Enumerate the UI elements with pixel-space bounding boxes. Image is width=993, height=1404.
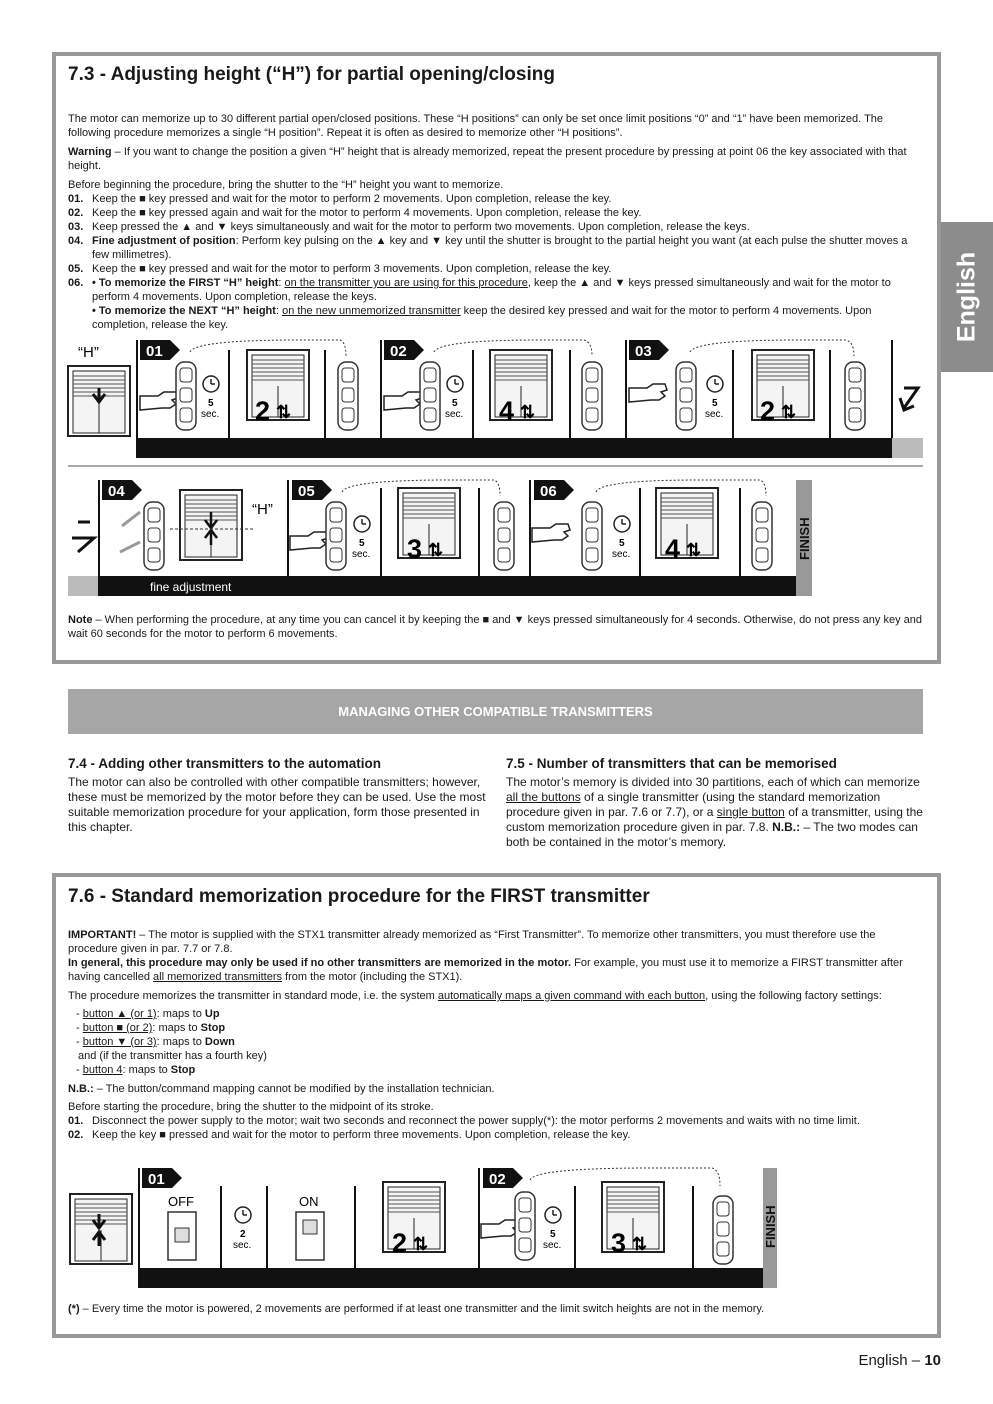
underline-part: single button	[716, 805, 785, 819]
up-down-icon: ⇅	[413, 1234, 429, 1254]
sec-unit: sec.	[201, 409, 220, 420]
first-h-rest: , keep the ▲ and ▼ keys pressed simultaneously and wait for the motor to perform 4 movements. Upon completion, release the keys.	[92, 277, 891, 303]
fourth-key-note: and (if the transmitter has a fourth key)	[78, 1050, 267, 1062]
step-number: 03.	[68, 221, 84, 233]
step-number: 05.	[68, 263, 84, 275]
s76-step-list	[68, 1114, 924, 1142]
text-part: of a transmitter, using the custom memorization procedure given in par. 7.8.	[506, 805, 923, 834]
finish-label: FINISH	[763, 1205, 778, 1248]
footnote-body: – Every time the motor is powered, 2 movements are performed if at least one transmitter and the limit switch heights are not in the memory.	[79, 1303, 765, 1315]
mapping-command: Down	[204, 1036, 235, 1048]
maps-to: : maps to	[156, 1036, 205, 1048]
s76-before: Before starting the procedure, bring the shutter to the midpoint of its stroke.	[68, 1101, 434, 1113]
text-part: of a single transmitter (using the standard memorization procedure given in par. 7.6 or 7.7), or a	[506, 790, 881, 819]
sec-value: 5	[208, 398, 214, 409]
general-text: from the motor (including the STX1).	[282, 971, 463, 983]
continue-arrow-icon	[900, 388, 918, 410]
important-label: IMPORTANT!	[68, 929, 137, 941]
step-number: 04.	[68, 235, 84, 247]
mapping-item: - button ▼ (or 3): maps to Down	[76, 1036, 235, 1048]
step-text: Keep the ■ key pressed again and wait for the motor to perform 4 movements. Upon completion, release the key.	[92, 207, 642, 219]
note-body: – When performing the procedure, at any time you can cancel it by keeping the ■ and ▼ keys pressed simultaneously for 4 seconds. Otherwise, do not press any key and wait 60 seconds for the motor to perform 6 movements.	[68, 614, 922, 640]
page-number: 10	[924, 1352, 941, 1369]
up-down-icon: ⇅	[686, 540, 702, 560]
step-text: Keep pressed the ▲ and ▼ keys simultaneously and wait for the motor to perform two movements. Upon completion, release the keys.	[92, 221, 750, 233]
mapping-button: button ■ (or 2)	[82, 1022, 153, 1034]
maps-to: : maps to	[156, 1008, 205, 1020]
mapping-item: - button ■ (or 2): maps to Stop	[76, 1022, 226, 1034]
moves-count: 4	[499, 396, 515, 426]
underline-part: all the buttons	[506, 790, 581, 804]
section-7-4-text: The motor can also be controlled with other compatible transmitters; however, these must be memorized by the motor before they can be used. Use the most suitable memorization procedure for your application, form those presented in this chapter.	[68, 775, 486, 834]
section-banner: MANAGING OTHER COMPATIBLE TRANSMITTERS	[68, 689, 923, 734]
s76-general	[68, 956, 924, 984]
step-label: 01	[148, 1171, 165, 1188]
general-underline: all memorized transmitters	[153, 971, 282, 983]
s73-warning-text: – If you want to change the position a given “H” height that is already memorized, repeat the present procedure by pressing at point 06 the key associated with that height.	[68, 146, 907, 172]
s76-nb	[68, 1082, 924, 1096]
return-arrow-icon	[72, 522, 94, 552]
step-panel-04	[102, 480, 288, 576]
proc-text: The procedure memorizes the transmitter in standard mode, i.e. the system	[68, 990, 438, 1002]
maps-to: : maps to	[122, 1064, 171, 1076]
step-panel-05	[290, 480, 530, 576]
h-label: “H”	[252, 501, 273, 518]
on-label: ON	[299, 1194, 319, 1209]
note-label: Note	[68, 614, 93, 626]
general-text: For example, you must use it to memorize a FIRST transmitter after having cancelled	[68, 957, 903, 983]
step-label: 06	[540, 483, 557, 500]
footnote-label: (*)	[68, 1303, 80, 1315]
moves-count: 3	[611, 1228, 627, 1258]
s76-procedure-diagram	[0, 1160, 993, 1300]
s73-before: Before beginning the procedure, bring the shutter to the “H” height you want to memorize.	[68, 179, 504, 191]
step-label: 02	[390, 343, 407, 360]
s73-note-text	[68, 613, 924, 641]
footer-language: English –	[858, 1352, 925, 1369]
text-part: The motor’s memory is divided into 30 partitions, each of which can memorize	[506, 775, 920, 789]
s73-intro: The motor can memorize up to 30 different partial open/closed positions. These “H positions” can only be set once limit positions “0” and “1” have been memorized. The following procedure memorizes a single “H position”. Repeat it is often as desired to memorize other “H positions”.	[68, 113, 884, 139]
step-text: Keep the ■ key pressed and wait for the motor to perform 3 movements. Upon completion, release the key.	[92, 263, 612, 275]
finish-label: FINISH	[797, 517, 812, 560]
nb-label: N.B.:	[772, 820, 801, 834]
mapping-item: - button 4: maps to Stop	[76, 1064, 196, 1076]
mapping-command: Stop	[170, 1064, 196, 1076]
sec-value: 5	[550, 1229, 556, 1240]
breaker-on-icon	[296, 1212, 324, 1260]
section-7-4	[68, 756, 488, 835]
h-label: “H”	[78, 344, 99, 361]
maps-to: : maps to	[152, 1022, 201, 1034]
section-7-4-title: 7.4 - Adding other transmitters to the automation	[68, 756, 382, 771]
next-h-bold: • To memorize the NEXT “H” height	[92, 305, 276, 317]
moves-count: 3	[407, 534, 423, 564]
section-7-3-title: 7.3 - Adjusting height (“H”) for partial opening/closing	[68, 64, 555, 85]
step-text: Keep the ■ key pressed and wait for the motor to perform 2 movements. Upon completion, release the key.	[92, 193, 612, 205]
step-label: 05	[298, 483, 315, 500]
nb-text: – The button/command mapping cannot be modified by the installation technician.	[93, 1083, 495, 1095]
step-06-text: • To memorize the FIRST “H” height: on the transmitter you are using for this procedure, keep the ▲ and ▼ keys pressed simultaneously and wait for the motor to perform 4 movements. Upon completion, release the keys. • To memorize the NEXT “H” height: on the new unmemorized transmitter keep the desired key pressed and wait for the motor to perform 4 movements. Upon completion, release the key.	[92, 277, 891, 331]
step-panel-03	[625, 340, 918, 438]
step-label: 04	[108, 483, 125, 500]
language-tab-label: English	[952, 251, 980, 343]
up-down-icon: ⇅	[276, 402, 292, 422]
s76-procedure	[68, 989, 924, 1003]
breaker-off-icon	[168, 1212, 196, 1260]
important-text: – The motor is supplied with the STX1 transmitter already memorized as “First Transmitter”. To memorize other transmitters, you must therefore use the procedure given in par. 7.7 or 7.8.	[68, 929, 876, 955]
step-number: 01.	[68, 1115, 84, 1127]
text-part: – The two modes can both be contained in the motor’s memory.	[506, 820, 918, 849]
first-h-bold: • To memorize the FIRST “H” height	[92, 277, 279, 289]
mapping-item: - button ▲ (or 1): maps to Up	[76, 1008, 220, 1020]
mapping-command: Stop	[200, 1022, 226, 1034]
proc-underline: automatically maps a given command with each button	[437, 990, 706, 1002]
step-label: 02	[489, 1171, 506, 1188]
step-bold: Fine adjustment of position	[92, 235, 236, 247]
s73-warning-label: Warning	[68, 146, 112, 158]
step-panel-02	[481, 1168, 733, 1268]
s73-procedure-diagram	[0, 0, 993, 660]
step-label: 03	[635, 343, 652, 360]
step-number: 01.	[68, 193, 84, 205]
fine-adjustment-label: fine adjustment	[150, 580, 232, 594]
moves-count: 2	[392, 1228, 408, 1258]
s73-note	[68, 613, 924, 641]
step-number: 02.	[68, 1129, 84, 1141]
up-down-icon: ⇅	[428, 540, 444, 560]
s76-step	[68, 1114, 924, 1128]
sec-value: 5	[712, 398, 718, 409]
moves-count: 4	[665, 534, 681, 564]
off-label: OFF	[168, 1194, 194, 1209]
sec-unit: sec.	[445, 409, 464, 420]
mapping-button: button 4	[82, 1064, 123, 1076]
sec-value: 2	[240, 1229, 246, 1240]
next-h-underline: on the new unmemorized transmitter	[282, 305, 461, 317]
footnote-text	[68, 1302, 924, 1316]
step-panel-02	[380, 340, 602, 438]
step-text: Keep the key ■ pressed and wait for the motor to perform three movements. Upon completion, release the key.	[92, 1129, 631, 1141]
sec-unit: sec.	[612, 549, 631, 560]
section-7-6-title: 7.6 - Standard memorization procedure for the FIRST transmitter	[68, 886, 650, 907]
step-text: Disconnect the power supply to the motor; wait two seconds and reconnect the power supply(*): the motor performs 2 movements and waits with no time limit.	[92, 1115, 860, 1127]
sec-unit: sec.	[352, 549, 371, 560]
moves-count: 2	[255, 396, 271, 426]
section-7-5	[506, 756, 924, 850]
step-panel-01	[138, 1168, 479, 1268]
sec-unit: sec.	[705, 409, 724, 420]
sec-unit: sec.	[543, 1240, 562, 1251]
next-h-rest: keep the desired key pressed and wait for the motor to perform 4 movements. Upon completion, release the key.	[92, 305, 872, 331]
step-number: 06.	[68, 277, 84, 289]
sec-unit: sec.	[233, 1240, 252, 1251]
section-7-6-content	[68, 886, 924, 1142]
step-number: 02.	[68, 207, 84, 219]
s76-footnote	[68, 1302, 924, 1316]
s76-step	[68, 1128, 924, 1142]
up-down-icon: ⇅	[632, 1234, 648, 1254]
proc-text: , using the following factory settings:	[705, 990, 882, 1002]
sec-value: 5	[619, 538, 625, 549]
up-down-icon: ⇅	[781, 402, 797, 422]
step-text-rest: : Perform key pulsing on the ▲ key and ▼ key until the shutter is brought to the partial height you want (at each pulse the shutter moves a few millimetres).	[92, 235, 908, 261]
up-down-icon: ⇅	[520, 402, 536, 422]
general-bold: In general, this procedure may only be used if no other transmitters are memorized in the motor.	[68, 957, 572, 969]
mapping-list	[68, 1007, 924, 1077]
section-7-5-text	[506, 775, 924, 850]
mapping-button: button ▼ (or 3)	[82, 1036, 157, 1048]
nb-label: N.B.:	[68, 1083, 94, 1095]
step-label: 01	[146, 343, 163, 360]
section-7-5-title: 7.5 - Number of transmitters that can be memorised	[506, 756, 837, 771]
step-panel-01	[136, 340, 358, 438]
mapping-command: Up	[204, 1008, 220, 1020]
sec-value: 5	[452, 398, 458, 409]
sec-value: 5	[359, 538, 365, 549]
page-footer	[858, 1352, 941, 1369]
mapping-button: button ▲ (or 1)	[82, 1008, 157, 1020]
first-h-underline: on the transmitter you are using for this procedure	[284, 277, 528, 289]
s76-important	[68, 928, 924, 956]
moves-count: 2	[760, 396, 776, 426]
